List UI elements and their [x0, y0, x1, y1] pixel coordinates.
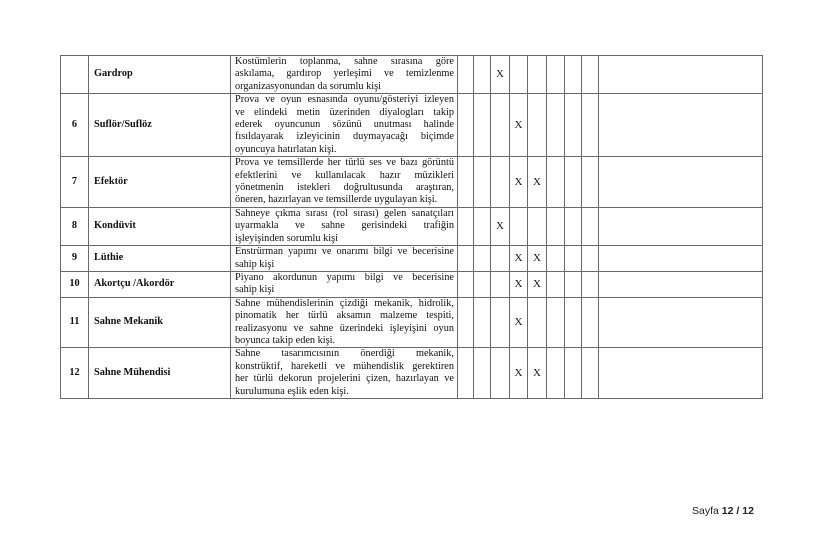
description-line: sahip kişi: [235, 258, 275, 270]
role-name: Akortçu /Akordör: [89, 271, 231, 297]
mark-cell: [565, 297, 582, 348]
mark-cell: X: [528, 157, 547, 208]
table-row: [61, 94, 763, 157]
row-number: [61, 56, 89, 94]
mark-cell: [474, 157, 491, 208]
mark-cell: X: [528, 348, 547, 399]
mark-cell: X: [510, 157, 528, 208]
description-line: fısıldayarak izleyicinin duymayacağı biçimde: [235, 131, 454, 143]
mark-cell: [491, 246, 510, 272]
mark-cell: [458, 94, 474, 157]
table-row: [61, 157, 763, 208]
table-row: [61, 56, 763, 94]
description-line: Enstrürman yapımı ve onarımı bilgi ve becerisine: [235, 246, 454, 258]
mark-cell: [474, 297, 491, 348]
description-line: öneren, hazırlayan ve temsillerde uygulayan kişi.: [235, 194, 438, 206]
role-name: Gardrop: [89, 56, 231, 94]
description-line: Piyano akordunun yapımı bilgi ve becerisine: [235, 271, 454, 283]
mark-cell: [565, 246, 582, 272]
row-number: 7: [61, 157, 89, 208]
mark-cell: [547, 246, 565, 272]
table-row: [61, 246, 763, 272]
description-line: askılama, gardırop yerleşimi ve temizlenme: [235, 68, 454, 80]
notes-cell: [599, 271, 763, 297]
mark-cell: [547, 94, 565, 157]
role-name: Kondüvit: [89, 207, 231, 245]
notes-cell: [599, 297, 763, 348]
mark-cell: [582, 94, 599, 157]
row-number: 6: [61, 94, 89, 157]
mark-cell: [582, 157, 599, 208]
description-line: ve elindeki metin üzerinden diyalogları takip: [235, 106, 454, 118]
mark-cell: [528, 297, 547, 348]
table-row: [61, 271, 763, 297]
page-sep: /: [736, 505, 740, 517]
description-line: Sahne tasarımcısının önerdiği mekanik,: [235, 348, 454, 360]
mark-cell: X: [528, 271, 547, 297]
notes-cell: [599, 207, 763, 245]
mark-cell: [528, 94, 547, 157]
role-description: [231, 56, 458, 94]
role-description: [231, 157, 458, 208]
role-description: [231, 246, 458, 272]
mark-cell: [458, 297, 474, 348]
mark-cell: [491, 348, 510, 399]
notes-cell: [599, 348, 763, 399]
mark-cell: [547, 56, 565, 94]
description-line: efektlerini ve kullanılacak hazır müzikleri: [235, 169, 454, 181]
role-name: Suflör/Suflöz: [89, 94, 231, 157]
row-number: 12: [61, 348, 89, 399]
mark-cell: [491, 297, 510, 348]
mark-cell: X: [510, 94, 528, 157]
mark-cell: [582, 246, 599, 272]
mark-cell: [565, 157, 582, 208]
description-line: Sahneye çıkma sırası (rol sırası) gelen sanatçıları: [235, 207, 454, 219]
page-label: Sayfa: [692, 505, 719, 517]
mark-cell: [582, 348, 599, 399]
mark-cell: [582, 56, 599, 94]
mark-cell: [458, 246, 474, 272]
mark-cell: [491, 157, 510, 208]
mark-cell: [565, 207, 582, 245]
description-line: Prova ve temsillerde her türlü ses ve bazı görüntü: [235, 157, 454, 169]
description-line: Sahne mühendislerinin çizdiği mekanik, hidrolik,: [235, 297, 454, 309]
description-line: oyuncuya hatırlatan kişi.: [235, 143, 337, 155]
mark-cell: [547, 348, 565, 399]
page-current: 12: [721, 505, 734, 517]
notes-cell: [599, 157, 763, 208]
description-line: pinomatik her türlü aksamın malzeme tespiti,: [235, 310, 454, 322]
notes-cell: [599, 56, 763, 94]
mark-cell: [458, 348, 474, 399]
mark-cell: X: [510, 348, 528, 399]
mark-cell: [565, 94, 582, 157]
mark-cell: [582, 271, 599, 297]
mark-cell: [528, 207, 547, 245]
mark-cell: [491, 271, 510, 297]
mark-cell: X: [510, 297, 528, 348]
mark-cell: [458, 157, 474, 208]
description-line: boyunca takip eden kişi.: [235, 334, 336, 346]
mark-cell: X: [510, 246, 528, 272]
mark-cell: [458, 271, 474, 297]
mark-cell: [474, 271, 491, 297]
role-description: [231, 348, 458, 399]
description-line: organizasyonundan da sorumlu kişi: [235, 80, 381, 92]
mark-cell: [474, 348, 491, 399]
role-description: [231, 297, 458, 348]
row-number: 10: [61, 271, 89, 297]
description-line: işleyişinden sorumlu kişi: [235, 232, 338, 244]
row-number: 9: [61, 246, 89, 272]
page-number: [692, 505, 754, 517]
mark-cell: [474, 246, 491, 272]
row-number: 11: [61, 297, 89, 348]
mark-cell: [547, 157, 565, 208]
description-line: yönetmenin istekleri doğrultusunda araştıran,: [235, 182, 454, 194]
description-line: ederek oyuncunun sözünü unutması halinde: [235, 119, 454, 131]
mark-cell: [510, 207, 528, 245]
mark-cell: [474, 56, 491, 94]
notes-cell: [599, 94, 763, 157]
mark-cell: [582, 297, 599, 348]
mark-cell: [491, 94, 510, 157]
description-line: kurulumuna eşlik eden kişi.: [235, 385, 349, 397]
table-row: [61, 348, 763, 399]
description-line: her türlü dekorun projelerini çizen, hazırlayan ve: [235, 373, 454, 385]
mark-cell: [474, 207, 491, 245]
mark-cell: X: [528, 246, 547, 272]
description-line: Prova ve oyun esnasında oyunu/gösteriyi izleyen: [235, 94, 454, 106]
mark-cell: [528, 56, 547, 94]
role-description: [231, 94, 458, 157]
mark-cell: [582, 207, 599, 245]
role-name: Sahne Mühendisi: [89, 348, 231, 399]
notes-cell: [599, 246, 763, 272]
page-total: 12: [742, 505, 754, 517]
mark-cell: X: [491, 56, 510, 94]
mark-cell: [547, 271, 565, 297]
table-row: [61, 207, 763, 245]
description-line: Kostümlerin toplanma, sahne sırasına göre: [235, 56, 454, 67]
mark-cell: X: [491, 207, 510, 245]
description-line: sahip kişi: [235, 284, 275, 296]
mark-cell: [474, 94, 491, 157]
mark-cell: [565, 271, 582, 297]
mark-cell: [547, 207, 565, 245]
mark-cell: [510, 56, 528, 94]
role-description: [231, 271, 458, 297]
description-line: uyarmakla ve sahne gerisindeki trafiğin: [235, 220, 454, 232]
mark-cell: X: [510, 271, 528, 297]
description-line: realizasyonu ve sahne üzerindeki işleyişini oyun: [235, 322, 454, 334]
role-description: [231, 207, 458, 245]
description-line: konstrüktif, hareketli ve mühendislik gerektiren: [235, 360, 454, 372]
row-number: 8: [61, 207, 89, 245]
roles-table: [60, 55, 763, 399]
mark-cell: [547, 297, 565, 348]
mark-cell: [458, 56, 474, 94]
table-row: [61, 297, 763, 348]
role-name: Sahne Mekanik: [89, 297, 231, 348]
mark-cell: [458, 207, 474, 245]
role-name: Efektör: [89, 157, 231, 208]
mark-cell: [565, 348, 582, 399]
role-name: Lüthie: [89, 246, 231, 272]
mark-cell: [565, 56, 582, 94]
